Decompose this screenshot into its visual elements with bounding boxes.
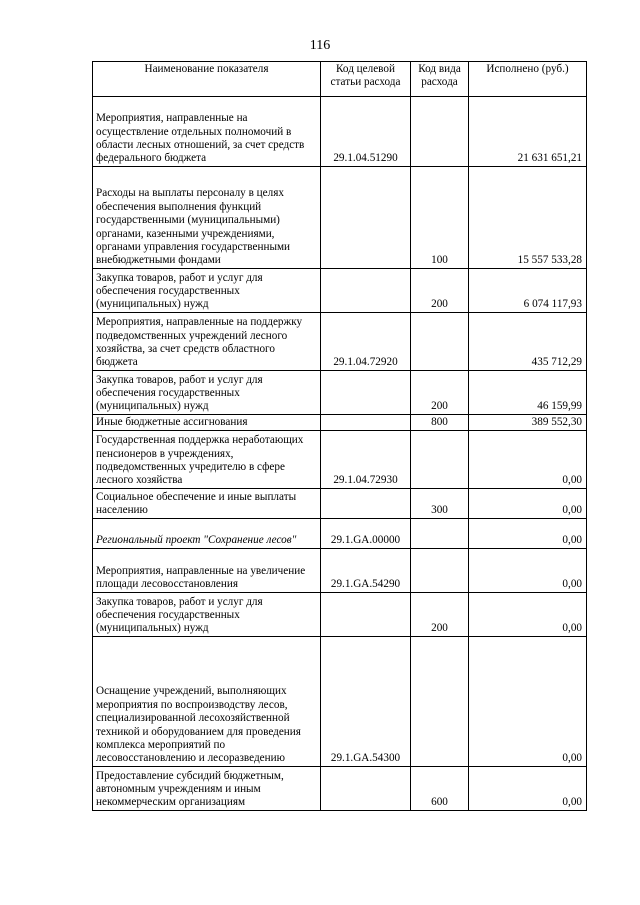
row-amount: 0,00 [469, 430, 587, 488]
header-name: Наименование показателя [93, 62, 321, 97]
row-target-code: 29.1.GA.54290 [321, 548, 411, 592]
table-row [93, 414, 587, 430]
row-name: Закупка товаров, работ и услуг для обеспечения государственных (муниципальных) нужд [93, 268, 321, 312]
table-header-row [93, 62, 587, 97]
row-type-code: 300 [411, 488, 469, 518]
row-target-code: 29.1.04.72920 [321, 312, 411, 370]
row-type-code [411, 96, 469, 166]
row-amount: 15 557 533,28 [469, 166, 587, 268]
row-target-code [321, 370, 411, 414]
row-type-code [411, 548, 469, 592]
row-amount: 46 159,99 [469, 370, 587, 414]
table-row [93, 370, 587, 414]
row-type-code: 100 [411, 166, 469, 268]
row-target-code: 29.1.GA.54300 [321, 636, 411, 766]
row-type-code [411, 636, 469, 766]
row-name: Мероприятия, направленные на осуществление отдельных полномочий в области лесных отношений, за счет средств федерального бюджета [93, 96, 321, 166]
row-name: Оснащение учреждений, выполняющих мероприятия по воспроизводству лесов, специализированной лесохозяйственной техникой и оборудованием для проведения комплекса мероприятий по лесовосстановлению и лесоразведению [93, 636, 321, 766]
row-type-code [411, 430, 469, 488]
row-target-code [321, 166, 411, 268]
row-amount: 435 712,29 [469, 312, 587, 370]
row-name: Предоставление субсидий бюджетным, автономным учреждениям и иным некоммерческим организациям [93, 766, 321, 810]
row-name: Закупка товаров, работ и услуг для обеспечения государственных (муниципальных) нужд [93, 370, 321, 414]
row-amount: 0,00 [469, 766, 587, 810]
row-target-code [321, 592, 411, 636]
row-name: Расходы на выплаты персоналу в целях обеспечения выполнения функций государственными (муниципальными) органами, казенными учреждениями, органами управления государственными внебюджетными фондами [93, 166, 321, 268]
table-row [93, 636, 587, 766]
table-row [93, 592, 587, 636]
row-type-code: 800 [411, 414, 469, 430]
row-name: Мероприятия, направленные на поддержку подведомственных учреждений лесного хозяйства, за счет средств областного бюджета [93, 312, 321, 370]
table-row [93, 766, 587, 810]
row-type-code [411, 518, 469, 548]
row-name: Мероприятия, направленные на увеличение площади лесовосстановления [93, 548, 321, 592]
row-target-code [321, 766, 411, 810]
row-target-code: 29.1.04.72930 [321, 430, 411, 488]
header-target-code: Код целевой статьи расхода [321, 62, 411, 97]
row-type-code [411, 312, 469, 370]
budget-table [92, 61, 587, 811]
row-target-code [321, 268, 411, 312]
row-type-code: 600 [411, 766, 469, 810]
table-row [93, 96, 587, 166]
header-amount: Исполнено (руб.) [469, 62, 587, 97]
row-target-code [321, 414, 411, 430]
row-name: Закупка товаров, работ и услуг для обеспечения государственных (муниципальных) нужд [93, 592, 321, 636]
row-type-code: 200 [411, 268, 469, 312]
table-row [93, 268, 587, 312]
table-row [93, 430, 587, 488]
row-amount: 0,00 [469, 548, 587, 592]
row-target-code: 29.1.GA.00000 [321, 518, 411, 548]
row-amount: 0,00 [469, 488, 587, 518]
row-name: Иные бюджетные ассигнования [93, 414, 321, 430]
table-row [93, 518, 587, 548]
row-name: Региональный проект "Сохранение лесов" [93, 518, 321, 548]
row-amount: 21 631 651,21 [469, 96, 587, 166]
row-amount: 6 074 117,93 [469, 268, 587, 312]
row-amount: 0,00 [469, 518, 587, 548]
row-target-code [321, 488, 411, 518]
row-target-code: 29.1.04.51290 [321, 96, 411, 166]
table-row [93, 166, 587, 268]
row-name: Социальное обеспечение и иные выплаты населению [93, 488, 321, 518]
row-type-code: 200 [411, 592, 469, 636]
row-name: Государственная поддержка неработающих пенсионеров в учреждениях, подведомственных учредителю в сфере лесного хозяйства [93, 430, 321, 488]
row-type-code: 200 [411, 370, 469, 414]
table-row [93, 312, 587, 370]
page-number: 116 [309, 38, 331, 53]
table-row [93, 488, 587, 518]
row-amount: 389 552,30 [469, 414, 587, 430]
header-type-code: Код вида расхода [411, 62, 469, 97]
table-row [93, 548, 587, 592]
row-amount: 0,00 [469, 592, 587, 636]
row-amount: 0,00 [469, 636, 587, 766]
